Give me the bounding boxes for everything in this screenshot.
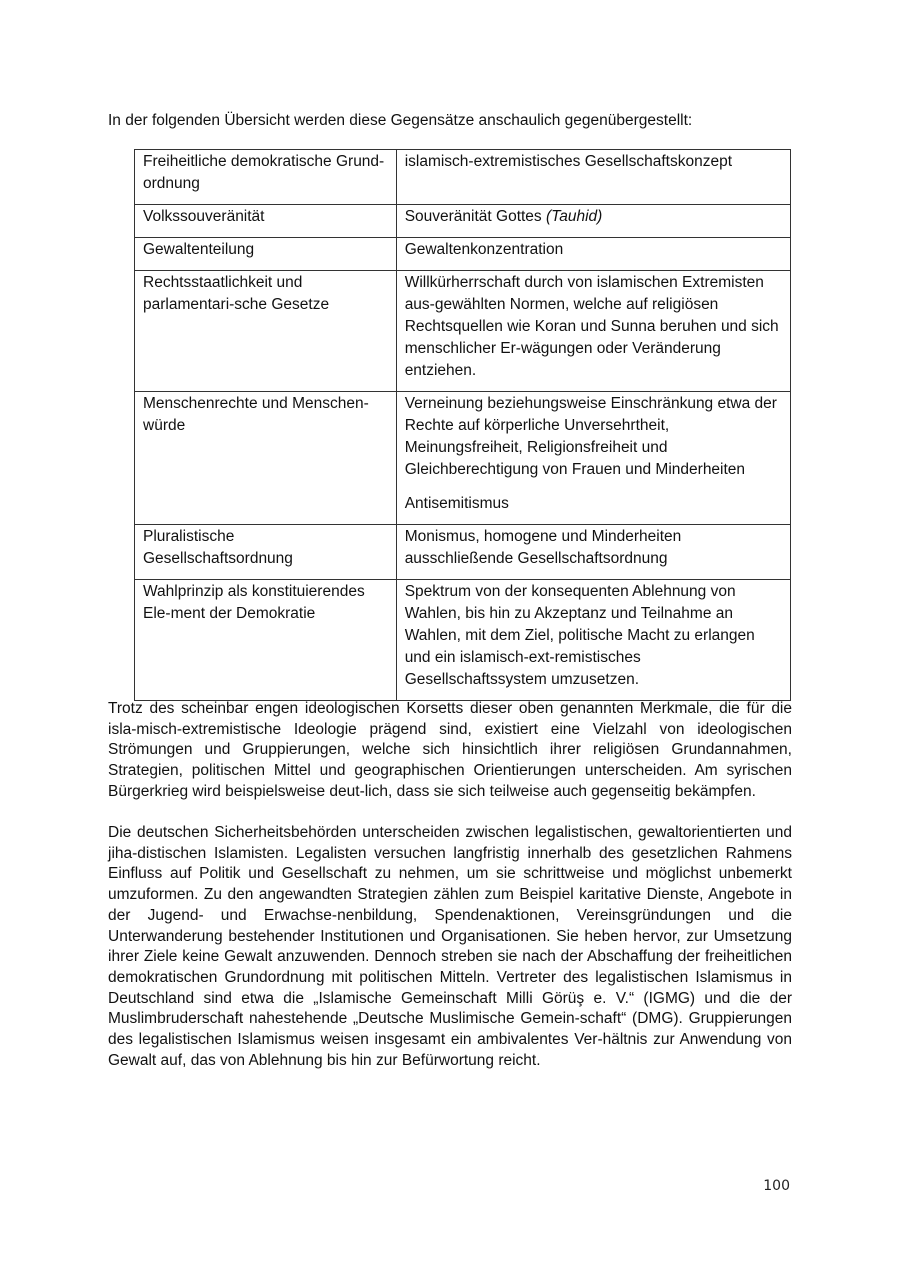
table-cell-left: Pluralistische Gesellschaftsordnung: [135, 525, 397, 580]
table-cell-right: islamisch-extremistisches Gesellschaftskonzept: [396, 150, 790, 205]
cell-text: Verneinung beziehungsweise Einschränkung etwa der Rechte auf körperliche Unversehrtheit, Meinungsfreiheit, Religionsfreiheit und Gleichberechtigung von Frauen und Minderheiten: [404, 395, 777, 478]
table-row: [135, 525, 791, 580]
cell-italic-term: (Tauhid): [546, 208, 603, 225]
table-cell-right: [396, 205, 790, 238]
intro-sentence: In der folgenden Übersicht werden diese Gegensätze anschaulich gegenübergestellt:: [108, 112, 693, 129]
table-row: [135, 392, 791, 525]
body-paragraph: Die deutschen Sicherheitsbehörden unterscheiden zwischen legalistischen, gewaltorientierten und jiha-distischen Islamisten. Legalisten versuchen langfristig innerhalb des gesetzlichen Rahmens Einfluss auf Politik und Gesellschaft zu nehmen, um sie schrittweise und möglichst unbemerkt umzuformen. Zu den angewandten Strategien zählen zum Beispiel karitative Dienste, Angebote in der Jugend- und Erwachse-nenbildung, Spendenaktionen, Vereinsgründungen und die Unterwanderung bestehender Institutionen und Organisationen. Sie heben hervor, zur Umsetzung ihrer Ziele keine Gewalt anzuwenden. Dennoch streben sie nach der Abschaffung der freiheitlichen demokratischen Grundordnung mit politischen Mitteln. Vertreter des legalistischen Islamismus in Deutschland sind etwa die „Islamische Gemeinschaft Milli Görüş e. V.“ (IGMG) und die der Muslimbruderschaft nahestehende „Deutsche Muslimische Gemein-schaft“ (DMG). Gruppierungen des legalistischen Islamismus weisen insgesamt ein ambivalentes Ver-hältnis zur Anwendung von Gewalt auf, das von Ablehnung bis hin zur Befürwortung reicht.: [108, 824, 792, 1069]
table-cell-right: Gewaltenkonzentration: [396, 238, 790, 271]
table-row: [135, 580, 791, 701]
cell-text: Souveränität Gottes: [404, 208, 542, 225]
table-row: [135, 271, 791, 392]
table-row: [135, 205, 791, 238]
table-cell-right: [396, 392, 790, 525]
table-cell-left: Wahlprinzip als konstituierendes Ele-ment der Demokratie: [135, 580, 397, 701]
comparison-table: [134, 149, 791, 701]
table-cell-right: Spektrum von der konsequenten Ablehnung von Wahlen, bis hin zu Akzeptanz und Teilnahme an Wahlen, mit dem Ziel, politische Macht zu erlangen und ein islamisch-ext-remistisches Gesellschaftssystem umzusetzen.: [396, 580, 790, 701]
table-cell-left: Freiheitliche demokratische Grund-ordnung: [135, 150, 397, 205]
table-cell-left: Rechtsstaatlichkeit und parlamentari-sche Gesetze: [135, 271, 397, 392]
page-number: 100: [763, 1178, 790, 1194]
table-row: [135, 150, 791, 205]
cell-extra-text: Antisemitismus: [404, 495, 509, 512]
table-cell-left: Volkssouveränität: [135, 205, 397, 238]
table-cell-right: Monismus, homogene und Minderheiten ausschließende Gesellschaftsordnung: [396, 525, 790, 580]
table-cell-right: Willkürherrschaft durch von islamischen Extremisten aus-gewählten Normen, welche auf religiösen Rechtsquellen wie Koran und Sunna beruhen und sich menschlicher Er-wägungen oder Veränderung entziehen.: [396, 271, 790, 392]
table-cell-left: Menschenrechte und Menschen-würde: [135, 392, 397, 525]
table-cell-left: Gewaltenteilung: [135, 238, 397, 271]
body-paragraph: Trotz des scheinbar engen ideologischen Korsetts dieser oben genannten Merkmale, die für die isla-misch-extremistische Ideologie prägend sind, existiert eine Vielzahl von ideologischen Strömungen und Gruppierungen, welche sich hinsichtlich ihrer religiösen Grundannahmen, Strategien, politischen Mittel und geographischen Orientierungen unterscheiden. Am syrischen Bürgerkrieg wird beispielsweise deut-lich, dass sie sich teilweise auch gegenseitig bekämpfen.: [108, 700, 792, 800]
table-row: [135, 238, 791, 271]
